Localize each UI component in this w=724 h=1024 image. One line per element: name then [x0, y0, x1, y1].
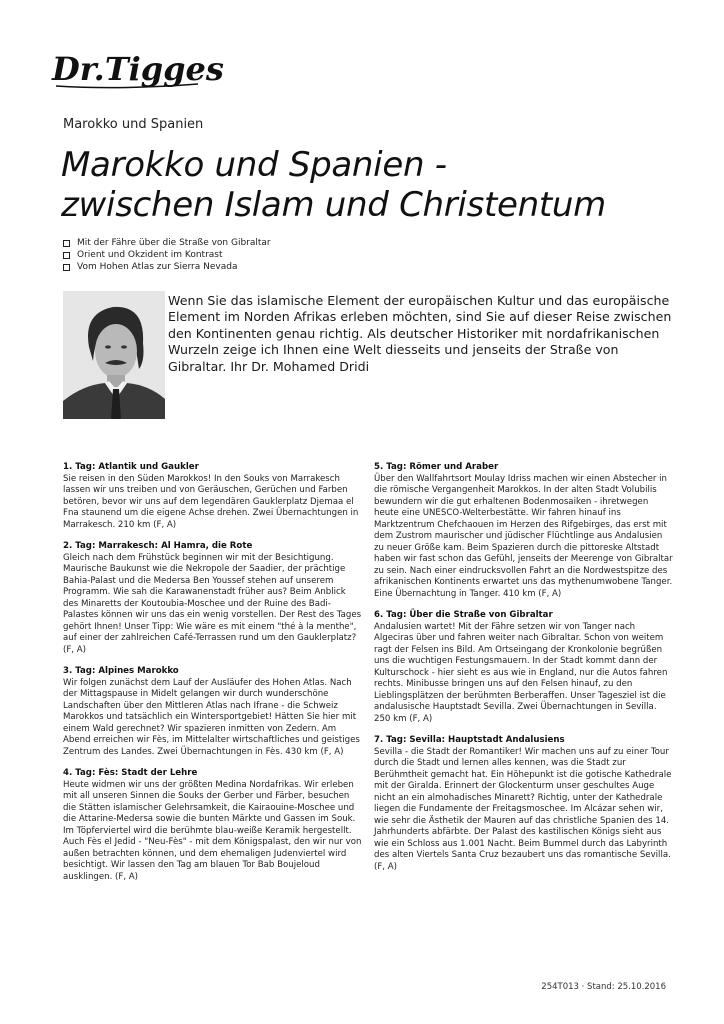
brand-logo [52, 44, 224, 94]
day-title: 1. Tag: Atlantik und Gaukler [63, 462, 199, 472]
headline-line-1: Marokko und Spanien - [61, 145, 447, 185]
headline [61, 145, 701, 225]
day-text: Gleich nach dem Frühstück beginnen wir mit der Besichtigung. Maurische Baukunst wie die Nekropole der Saadier, der prächtige Bahia-Palast und die Medersa Ben Youssef stehen auf unserem Programm. Wie sah die Karawanenstadt früher aus? Beim Anblick des Minaretts der Koutoubia-Moschee und der Ruine des Badi-Palastes können wir uns das ein wenig vorstellen. Der Rest des Tages gehört Ihnen! Unser Tipp: Wie wäre es mit einem "thé à la menthe", auf einer der zahlreichen Café-Terrassen rund um den Gauklerplatz? (F, A) [63, 552, 362, 655]
day-title: 3. Tag: Alpines Marokko [63, 666, 179, 676]
checkbox-square-icon [63, 240, 70, 247]
day-title: 5. Tag: Römer und Araber [374, 462, 499, 472]
headline-line-2: zwischen Islam und Christentum [61, 185, 606, 225]
itinerary-day [63, 666, 363, 758]
day-title: 7. Tag: Sevilla: Hauptstadt Andalusiens [374, 735, 565, 745]
checkbox-square-icon [63, 264, 70, 271]
itinerary-day [374, 462, 674, 600]
kicker: Marokko und Spanien [63, 117, 204, 132]
day-text: Sevilla - die Stadt der Romantiker! Wir machen uns auf zu einer Tour durch die Stadt und lernen alles kennen, was die Stadt zur Berühmtheit gemacht hat. Ein Höhepunkt ist die gotische Kathedrale mit der Giralda. Erinnert der Glockenturm unser geschultes Auge nicht an ein almohadisches Minarett? Richtig, unter der Kathedrale liegen die Fundamente der Freitagsmoschee. Im Alcázar sehen wir, wie sehr die Ästhetik der Mauren auf das christliche Spanien des 14. Jahrhunderts abfärbte. Der Palast des kastilischen Königs sieht aus wie ein Schloss aus 1.001 Nacht. Beim Bummel durch das Labyrinth des alten Viertels Santa Cruz bezaubert uns das romantische Sevilla. (F, A) [374, 746, 672, 872]
itinerary-column-right [374, 462, 674, 883]
day-title: 4. Tag: Fès: Stadt der Lehre [63, 768, 198, 778]
itinerary-day [374, 610, 674, 725]
day-text: Wir folgen zunächst dem Lauf der Ausläufer des Hohen Atlas. Nach der Mittagspause in Midelt gelangen wir durch wunderschöne Landschaften über den Mittleren Atlas nach Ifrane - die Schweiz Marokkos und tatsächlich ein Wintersportgebiet! Hätten Sie hier mit einem Wald gerechnet? Wir spazieren inmitten von Zedern. Am Abend erreichen wir Fès, im Mittelalter wirtschaftliches und geistiges Zentrum des Landes. Zwei Übernachtungen in Fès. 430 km (F, A) [63, 677, 360, 757]
document-footer: 254T013 · Stand: 25.10.2016 [541, 982, 666, 992]
itinerary-day [63, 768, 363, 883]
day-text: Über den Wallfahrtsort Moulay Idriss machen wir einen Abstecher in die römische Vergangenheit Marokkos. In der alten Stadt Volubilis bewundern wir die gut erhaltenen Bodenmosaiken - ihretwegen heute eine UNESCO-Welterbestätte. Wir fahren hinauf ins Marktzentrum Chefchaouen im Herzen des Rifgebirges, das erst mit dem Zustrom maurischer und jüdischer Flüchtlinge aus Andalusien zu neuer Größe kam. Beim Spazieren durch die pittoreske Altstadt haben wir fast schon das Gefühl, jenseits der Meerenge von Gibraltar zu sein. Nach einer eindrucksvollen Fahrt an die Nordwestspitze des afrikanischen Kontinents erwartet uns das mythenumwobene Tanger. Eine Übernachtung in Tanger. 410 km (F, A) [374, 473, 673, 599]
day-title: 6. Tag: Über die Straße von Gibraltar [374, 610, 553, 620]
itinerary-day [374, 735, 674, 873]
itinerary-column-left [63, 462, 363, 893]
highlight-item: Mit der Fähre über die Straße von Gibraltar [63, 237, 271, 249]
itinerary-day [63, 541, 363, 656]
itinerary-day [63, 462, 363, 531]
brand-logo-text: Dr.Tigges [52, 50, 224, 88]
day-text: Andalusien wartet! Mit der Fähre setzen wir von Tanger nach Algeciras über und fahren weiter nach Gibraltar. Schon von weitem ragt der Felsen ins Bild. Am Ortseingang der Kronkolonie begrüßen uns die wuchtigen Festungsmauern. In der Stadt kommt dann der Kulturschock - hier sieht es aus wie in England, nur die Autos fahren rechts. Minibusse bringen uns auf den Felsen hinauf, zu den Lieblingsplätzen der berühmten Berberaffen. Unser Tagesziel ist die andalusische Hauptstadt Sevilla. Zwei Übernachtungen in Sevilla. 250 km (F, A) [374, 621, 668, 724]
intro-text: Wenn Sie das islamische Element der europäischen Kultur und das europäische Element im Norden Afrikas erleben möchten, sind Sie auf dieser Reise zwischen den Kontinenten genau richtig. Als deutscher Historiker mit nordafrikanischen Wurzeln zeige ich Ihnen eine Welt diesseits und jenseits der Straße von Gibraltar. Ihr Dr. Mohamed Dridi [168, 293, 672, 374]
highlight-list [63, 237, 271, 273]
day-text: Sie reisen in den Süden Marokkos! In den Souks von Marrakesch lassen wir uns treiben und von Geräuschen, Gerüchen und Farben betören, bevor wir uns auf dem legendären Gauklerplatz Djemaa el Fna staunend um die eigene Achse drehen. Zwei Übernachtungen in Marrakesch. 210 km (F, A) [63, 473, 359, 530]
day-title: 2. Tag: Marrakesch: Al Hamra, die Rote [63, 541, 253, 551]
checkbox-square-icon [63, 252, 70, 259]
author-portrait [63, 291, 165, 419]
highlight-item: Vom Hohen Atlas zur Sierra Nevada [63, 261, 271, 273]
day-text: Heute widmen wir uns der größten Medina Nordafrikas. Wir erleben mit all unseren Sinnen die Souks der Gerber und Färber, besuchen die Stätten islamischer Gelehrsamkeit, die Kairaouine-Moschee und die Attarine-Medersa sowie die bunten Märkte und Gassen im Souk. Im Töpferviertel wird die berühmte blau-weiße Keramik hergestellt. Auch Fès el Jedid - "Neu-Fès" - mit dem Königspalast, den wir nur von außen betrachten können, und dem ehemaligen Judenviertel wird besichtigt. Wir lassen den Tag am blauen Tor Bab Boujeloud ausklingen. (F, A) [63, 779, 362, 882]
highlight-item: Orient und Okzident im Kontrast [63, 249, 271, 261]
